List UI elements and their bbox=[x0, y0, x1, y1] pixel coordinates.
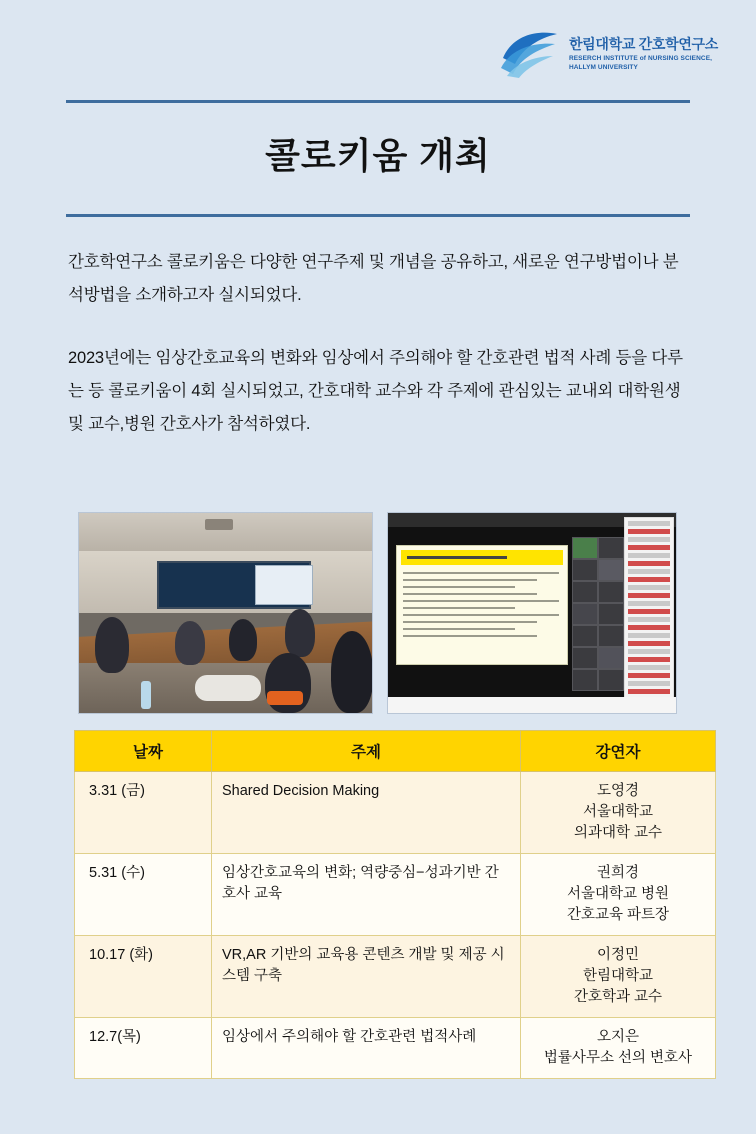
row-date: 12.7(목) bbox=[75, 1018, 212, 1079]
row-speaker bbox=[521, 854, 716, 936]
speaker-affiliation-2: 의과대학 교수 bbox=[573, 825, 663, 842]
header-speaker: 강연자 bbox=[521, 731, 716, 772]
row-date: 10.17 (화) bbox=[75, 936, 212, 1018]
logo-english-line1: RESERCH INSTITUTE of NURSING SCIENCE, bbox=[568, 54, 713, 62]
speaker-affiliation-1: 법률사무소 선의 변호사 bbox=[543, 1050, 693, 1067]
schedule-table bbox=[74, 730, 716, 1079]
speaker-affiliation-1: 서울대학교 bbox=[582, 804, 654, 821]
divider-bottom bbox=[66, 214, 690, 217]
institute-logo bbox=[499, 28, 718, 80]
photo-row bbox=[78, 512, 678, 712]
seminar-room-photo bbox=[78, 512, 373, 714]
body-copy bbox=[68, 246, 694, 441]
header-topic: 주제 bbox=[212, 731, 521, 772]
logo-text-block bbox=[569, 36, 718, 71]
table-row bbox=[75, 772, 716, 854]
table-row bbox=[75, 854, 716, 936]
row-topic: 임상에서 주의해야 할 간호관련 법적사례 bbox=[212, 1018, 521, 1079]
table-header-row bbox=[75, 731, 716, 772]
speaker-name: 오지은 bbox=[596, 1029, 640, 1046]
row-speaker bbox=[521, 772, 716, 854]
table-row bbox=[75, 1018, 716, 1079]
row-speaker bbox=[521, 1018, 716, 1079]
row-topic: 임상간호교육의 변화; 역량중심−성과기반 간호사 교육 bbox=[212, 854, 521, 936]
row-topic: Shared Decision Making bbox=[212, 772, 521, 854]
online-zoom-session-photo bbox=[387, 512, 677, 714]
speaker-name: 도영경 bbox=[596, 783, 640, 799]
speaker-name: 권희경 bbox=[596, 865, 640, 882]
speaker-affiliation-1: 한림대학교 bbox=[582, 968, 654, 985]
table-row bbox=[75, 936, 716, 1018]
speaker-affiliation-2: 간호학과 교수 bbox=[573, 989, 663, 1006]
divider-top bbox=[66, 100, 690, 103]
row-topic: VR,AR 기반의 교육용 콘텐츠 개발 및 제공 시스템 구축 bbox=[212, 936, 521, 1018]
speaker-affiliation-1: 서울대학교 병원 bbox=[566, 886, 670, 903]
page-title: 콜로키움 개최 bbox=[265, 135, 491, 176]
speaker-affiliation-2: 간호교육 파트장 bbox=[566, 907, 670, 924]
wave-logo-icon bbox=[499, 28, 561, 80]
paragraph-1: 간호학연구소 콜로키움은 다양한 연구주제 및 개념을 공유하고, 새로운 연구방법이나 분석방법을 소개하고자 실시되었다. bbox=[68, 253, 679, 304]
row-speaker bbox=[521, 936, 716, 1018]
row-date: 5.31 (수) bbox=[75, 854, 212, 936]
logo-korean-name: 한림대학교 간호학연구소 bbox=[568, 36, 718, 53]
speaker-name: 이정민 bbox=[596, 947, 640, 964]
colloquium-schedule bbox=[74, 730, 693, 1079]
header-date: 날짜 bbox=[75, 731, 212, 772]
paragraph-2: 2023년에는 임상간호교육의 변화와 임상에서 주의해야 할 간호관련 법적 사례 등을 다루는 등 콜로키움이 4회 실시되었고, 간호대학 교수와 각 주제에 관심있는 교내외 대학원생 및 교수,병원 간호사가 참석하였다. bbox=[68, 349, 683, 433]
logo-english-line2: HALLYM UNIVERSITY bbox=[568, 64, 638, 72]
row-date: 3.31 (금) bbox=[75, 772, 212, 854]
